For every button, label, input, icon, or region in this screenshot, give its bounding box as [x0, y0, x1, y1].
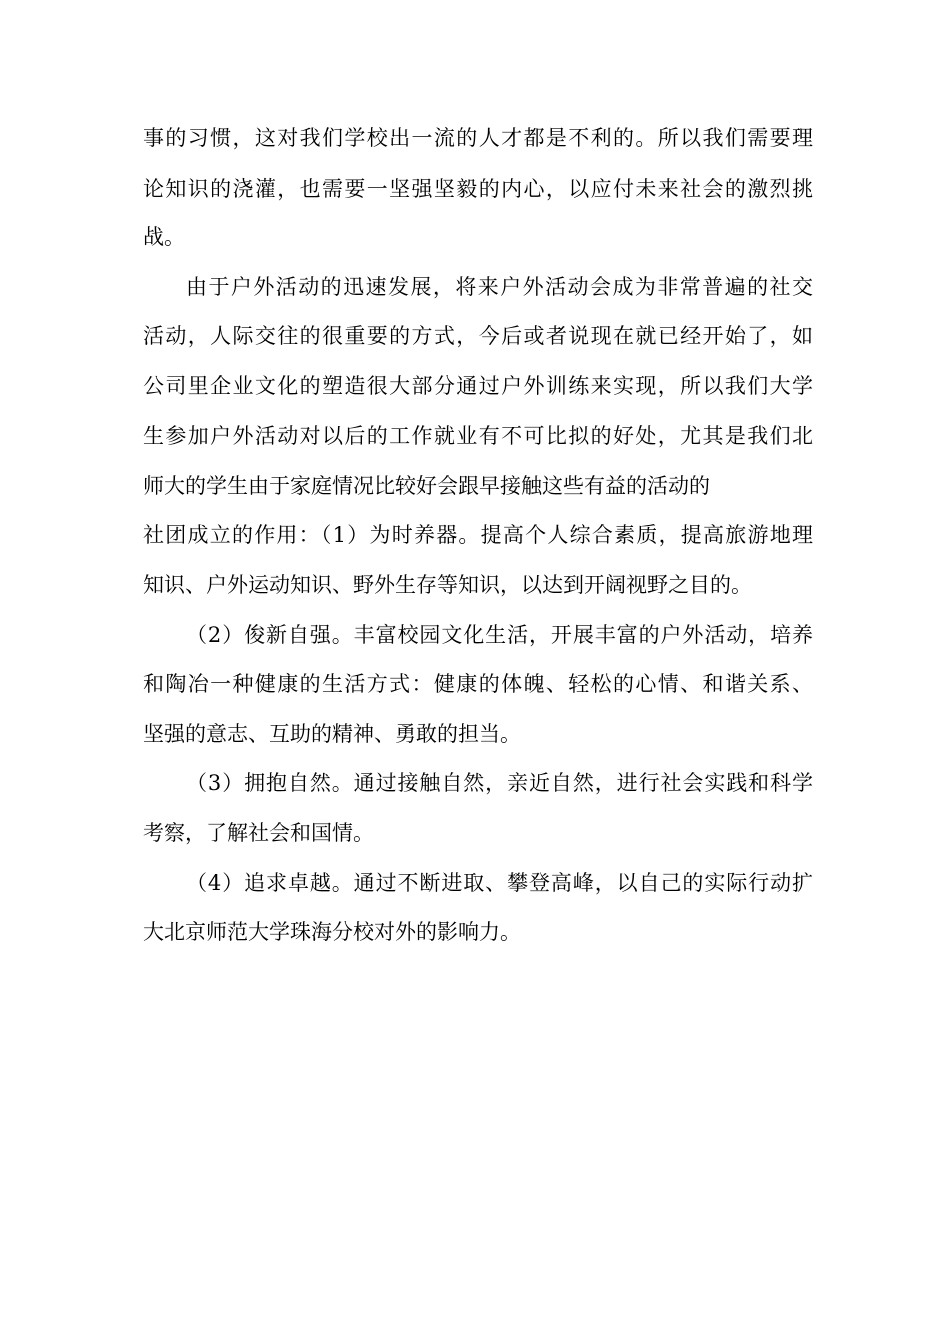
text-line: 师大的学生由于家庭情况比较好会跟早接触这些有益的活动的: [143, 474, 710, 498]
text-line: 活动，人际交往的很重要的方式，今后或者说现在就已经开始了，如: [143, 324, 813, 348]
text-line: 论知识的浇灌，也需要一坚强坚毅的内心，以应付未来社会的激烈挑: [143, 177, 813, 201]
paragraph-first-line: （4）追求卓越。通过不断进取、攀登高峰，以自己的实际行动扩: [186, 871, 813, 895]
text-line: 生参加户外活动对以后的工作就业有不可比拟的好处，尤其是我们北: [143, 424, 813, 448]
text-line: 公司里企业文化的塑造很大部分通过户外训练来实现，所以我们大学: [143, 374, 813, 398]
paragraph-first-line: （3）拥抱自然。通过接触自然，亲近自然，进行社会实践和科学: [186, 771, 813, 795]
text-line: 事的习惯，这对我们学校出一流的人才都是不利的。所以我们需要理: [143, 126, 813, 150]
text-line: 社团成立的作用：（1）为时养器。提高个人综合素质，提高旅游地理: [143, 523, 813, 547]
paragraph-first-line: （2）俊新自强。丰富校园文化生活，开展丰富的户外活动，培养: [186, 623, 813, 647]
text-line: 考察，了解社会和国情。: [143, 821, 374, 845]
text-line: 坚强的意志、互助的精神、勇敢的担当。: [143, 722, 521, 746]
text-line: 战。: [143, 225, 185, 249]
text-line: 和陶冶一种健康的生活方式：健康的体魄、轻松的心情、和谐关系、: [143, 672, 813, 696]
text-line: 大北京师范大学珠海分校对外的影响力。: [143, 920, 521, 944]
text-line: 知识、户外运动知识、野外生存等知识，以达到开阔视野之目的。: [143, 573, 752, 597]
paragraph-first-line: 由于户外活动的迅速发展，将来户外活动会成为非常普遍的社交: [186, 275, 813, 299]
